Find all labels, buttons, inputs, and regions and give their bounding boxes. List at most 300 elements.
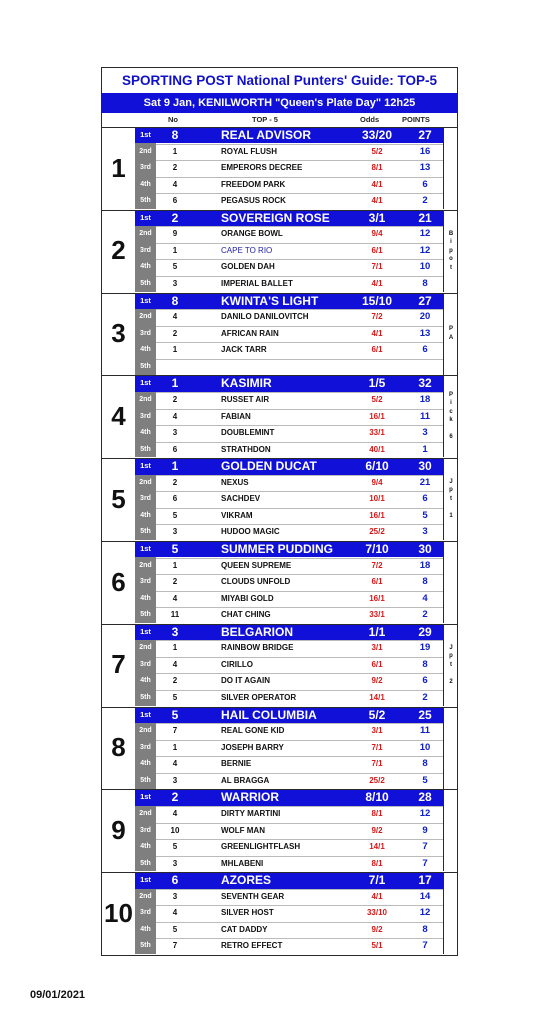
runner-points: 5 (422, 509, 428, 521)
horse-name: SUMMER PUDDING (221, 542, 334, 556)
runner-points: 25 (418, 707, 432, 722)
runner-odds: 7/1 (371, 759, 383, 769)
position-label: 5th (140, 942, 151, 950)
runner-odds: 6/1 (371, 345, 383, 355)
race-number: 1 (111, 152, 126, 183)
runner-number: 1 (171, 376, 179, 391)
position-label: 2nd (139, 478, 152, 486)
meeting-subtitle: Sat 9 Jan, KENILWORTH "Queen's Plate Day" 12h25 (102, 93, 457, 113)
runner-row (135, 773, 443, 789)
position-label: 3rd (140, 246, 151, 254)
runner-points: 8 (422, 576, 428, 588)
runner-number: 3 (171, 624, 179, 639)
position-label: 5th (140, 445, 151, 453)
bet-notes (443, 541, 458, 623)
runner-number: 4 (172, 908, 178, 918)
runner-points: 6 (422, 675, 428, 687)
runner-number: 5 (172, 842, 178, 852)
runner-points: 17 (418, 873, 432, 888)
race-divider (102, 541, 457, 542)
position-label: 5th (140, 362, 151, 370)
position-label: 3rd (140, 743, 151, 751)
runner-number: 1 (172, 560, 178, 570)
runner-number: 5 (172, 924, 178, 934)
runner-odds: 1/1 (368, 624, 386, 639)
horse-name: SACHDEV (221, 494, 261, 504)
runner-row (135, 409, 443, 425)
position-label: 2nd (139, 230, 152, 238)
runner-number: 2 (172, 577, 178, 587)
runner-number: 2 (172, 163, 178, 173)
runner-number: 10 (170, 825, 180, 835)
horse-name: ORANGE BOWL (221, 229, 283, 239)
winner-row (135, 541, 443, 557)
row-divider (156, 889, 443, 890)
runner-odds: 14/1 (369, 693, 385, 703)
runner-number: 4 (172, 593, 178, 603)
position-label: 5th (140, 611, 151, 619)
position-label: 1st (140, 709, 151, 719)
race-block (102, 789, 457, 871)
horse-name: SILVER OPERATOR (221, 693, 297, 703)
race-divider (102, 458, 457, 459)
runner-odds: 6/1 (371, 659, 383, 669)
runner-odds: 6/10 (365, 459, 389, 474)
runner-points: 19 (419, 642, 431, 654)
runner-points: 21 (418, 210, 432, 225)
position-label: 5th (140, 197, 151, 205)
runner-row (135, 243, 443, 259)
runner-odds: 3/1 (371, 643, 383, 653)
runner-odds: 7/2 (371, 312, 383, 322)
winner-row (135, 375, 443, 391)
row-divider (156, 144, 443, 145)
horse-name: SILVER HOST (221, 908, 274, 918)
runner-row (135, 276, 443, 292)
runner-points: 12 (419, 807, 431, 819)
runner-row (135, 756, 443, 772)
horse-name: KWINTA'S LIGHT (221, 293, 319, 308)
runner-points: 1 (422, 443, 428, 455)
runner-row (135, 442, 443, 458)
runner-points: 8 (422, 278, 428, 290)
bet-notes (443, 707, 458, 789)
position-label: 4th (140, 511, 151, 519)
runner-points: 28 (418, 790, 432, 805)
punters-guide-sheet (101, 67, 458, 956)
runner-number: 11 (170, 610, 180, 620)
runner-number: 5 (171, 707, 179, 722)
runner-odds: 5/2 (368, 707, 386, 722)
runner-number: 2 (172, 394, 178, 404)
runner-points: 12 (419, 244, 431, 256)
position-label: 4th (140, 346, 151, 354)
race-block (102, 707, 457, 789)
horse-name: FREEDOM PARK (221, 179, 286, 189)
runner-number: 3 (172, 775, 178, 785)
row-divider (156, 922, 443, 923)
horse-name: GOLDEN DUCAT (221, 459, 317, 474)
runner-number: 2 (172, 477, 178, 487)
horse-name: JOSEPH BARRY (221, 742, 284, 752)
race-divider (102, 789, 457, 790)
row-divider (156, 591, 443, 592)
runner-points: 8 (422, 923, 428, 935)
runner-odds: 16/1 (369, 593, 385, 603)
row-divider (156, 806, 443, 807)
bet-note-letter: p (449, 653, 453, 660)
runner-odds: 7/1 (371, 262, 383, 272)
race-block (102, 624, 457, 706)
horse-name: EMPERORS DECREE (221, 163, 303, 173)
winner-row (135, 127, 443, 143)
race-number: 5 (111, 483, 126, 514)
row-divider (156, 243, 443, 244)
runner-odds: 33/20 (361, 128, 393, 142)
runner-row (135, 740, 443, 756)
winner-row (135, 210, 443, 226)
row-divider (156, 226, 443, 227)
horse-name: IMPERIAL BALLET (221, 279, 293, 289)
horse-name: RAINBOW BRIDGE (221, 643, 294, 653)
runner-number: 9 (172, 229, 178, 239)
runner-row (135, 591, 443, 607)
row-divider (156, 425, 443, 426)
horse-name: REAL ADVISOR (221, 128, 312, 142)
bet-note-letter: o (449, 256, 453, 263)
runner-points: 16 (419, 145, 431, 157)
runner-odds: 9/2 (371, 825, 383, 835)
runner-number: 7 (172, 726, 178, 736)
runner-number: 2 (171, 790, 179, 805)
row-divider (156, 690, 443, 691)
position-label: 4th (140, 429, 151, 437)
position-label: 3rd (140, 329, 151, 337)
position-label: 1st (140, 544, 151, 553)
runner-odds: 9/2 (371, 676, 383, 686)
row-divider (156, 607, 443, 608)
horse-name: RETRO EFFECT (221, 941, 283, 951)
bet-note-letter: p (449, 247, 453, 254)
runner-row (135, 905, 443, 921)
runner-points: 11 (419, 410, 431, 422)
bet-note-letter: 6 (449, 434, 453, 441)
horse-name: STRATHDON (221, 444, 271, 454)
runner-points: 14 (419, 890, 431, 902)
runner-number: 1 (172, 146, 178, 156)
row-divider (156, 524, 443, 525)
runner-points: 3 (422, 427, 428, 439)
position-label: 4th (140, 925, 151, 933)
runner-points: 9 (422, 824, 428, 836)
race-divider (102, 127, 457, 128)
position-label: 2nd (139, 644, 152, 652)
runner-number: 2 (172, 676, 178, 686)
horse-name: JACK TARR (221, 345, 267, 355)
row-divider (156, 756, 443, 757)
print-date: 09/01/2021 (30, 989, 86, 1001)
horse-name: ROYAL FLUSH (221, 146, 278, 156)
runner-odds: 40/1 (369, 444, 385, 454)
row-divider (156, 409, 443, 410)
bet-notes (443, 293, 458, 375)
winner-row (135, 872, 443, 888)
row-divider (156, 558, 443, 559)
position-label: 5th (140, 859, 151, 867)
runner-odds: 8/1 (371, 163, 383, 173)
horse-name: KASIMIR (221, 376, 272, 391)
runner-number: 6 (172, 196, 178, 206)
row-divider (156, 193, 443, 194)
runner-points: 8 (422, 658, 428, 670)
runner-odds: 1/5 (368, 376, 386, 391)
position-label: 1st (140, 295, 151, 305)
horse-name: PEGASUS ROCK (221, 196, 286, 206)
row-divider (156, 342, 443, 343)
bet-notes (443, 375, 458, 457)
row-divider (156, 723, 443, 724)
position-label: 1st (140, 130, 151, 139)
row-divider (156, 177, 443, 178)
bet-note-letter: t (450, 661, 452, 668)
runner-row (135, 574, 443, 590)
bet-note-letter: k (449, 417, 453, 424)
runner-number: 8 (171, 293, 179, 308)
runner-row (135, 392, 443, 408)
runner-odds: 8/10 (365, 790, 389, 805)
runner-row (135, 723, 443, 739)
race-number: 4 (111, 400, 126, 431)
runner-odds: 15/10 (361, 293, 393, 308)
race-block (102, 872, 457, 954)
bet-note-letter (450, 669, 452, 678)
horse-name: WOLF MAN (221, 825, 265, 835)
race-block (102, 375, 457, 457)
horse-name: HAIL COLUMBIA (221, 707, 317, 722)
runner-number: 6 (172, 444, 178, 454)
position-label: 3rd (140, 578, 151, 586)
race-divider (102, 872, 457, 873)
row-divider (156, 276, 443, 277)
horse-name: NEXUS (221, 477, 249, 487)
runner-odds: 9/4 (371, 477, 383, 487)
runner-points: 5 (422, 774, 428, 786)
runner-odds: 10/1 (369, 494, 385, 504)
bet-note-letter: 1 (449, 512, 453, 519)
bet-note-letter: p (449, 487, 453, 494)
horse-name: GOLDEN DAH (221, 262, 275, 272)
bet-note-letter: c (449, 408, 453, 415)
row-divider (156, 640, 443, 641)
position-label: 1st (140, 461, 151, 471)
row-divider (156, 326, 443, 327)
race-number: 8 (111, 732, 126, 763)
runner-number: 5 (172, 693, 178, 703)
runner-odds: 14/1 (369, 842, 385, 852)
runner-odds: 5/2 (371, 146, 383, 156)
race-block (102, 127, 457, 209)
runner-number: 3 (172, 428, 178, 438)
col-header-top5: TOP - 5 (252, 115, 278, 124)
row-divider (156, 856, 443, 857)
race-divider (102, 624, 457, 625)
winner-row (135, 624, 443, 640)
row-divider (156, 773, 443, 774)
runner-points: 32 (418, 376, 432, 391)
guide-title: SPORTING POST National Punters' Guide: TOP-5 (121, 73, 437, 88)
runner-odds: 33/1 (369, 610, 385, 620)
row-divider (156, 259, 443, 260)
col-header-odds: Odds (360, 115, 380, 124)
runner-points: 18 (419, 559, 431, 571)
runner-number: 2 (172, 328, 178, 338)
runner-row (135, 160, 443, 176)
runner-row (135, 491, 443, 507)
runner-odds: 4/1 (371, 279, 383, 289)
position-label: 1st (140, 378, 151, 388)
runner-odds: 5/2 (371, 394, 383, 404)
runner-points: 2 (422, 195, 428, 207)
horse-name: AFRICAN RAIN (221, 328, 279, 338)
runner-odds: 8/1 (371, 808, 383, 818)
runner-row (135, 690, 443, 706)
position-label: 4th (140, 677, 151, 685)
runner-points: 13 (419, 327, 431, 339)
runner-row (135, 309, 443, 325)
race-number: 10 (104, 897, 133, 928)
runner-row (135, 425, 443, 441)
horse-name: CHAT CHING (221, 610, 271, 620)
runner-number: 3 (172, 527, 178, 537)
runner-odds: 3/1 (368, 210, 386, 225)
race-divider (102, 375, 457, 376)
race-block (102, 458, 457, 540)
runner-number: 2 (171, 210, 179, 225)
row-divider (156, 938, 443, 939)
position-label: 5th (140, 776, 151, 784)
row-divider (156, 491, 443, 492)
horse-name: CAT DADDY (221, 924, 268, 934)
runner-points: 2 (422, 692, 428, 704)
runner-row (135, 475, 443, 491)
runner-points: 8 (422, 758, 428, 770)
position-label: 4th (140, 263, 151, 271)
position-label: 2nd (139, 313, 152, 321)
runner-odds: 7/10 (365, 542, 389, 556)
row-divider (156, 359, 443, 360)
runner-row (135, 226, 443, 242)
runner-number: 1 (171, 459, 179, 474)
runner-points: 6 (422, 344, 428, 356)
runner-points: 11 (419, 725, 431, 737)
bet-note-letter: t (450, 264, 452, 271)
horse-name: REAL GONE KID (221, 726, 285, 736)
runner-number: 4 (172, 808, 178, 818)
bet-notes (443, 624, 458, 706)
row-divider (156, 823, 443, 824)
runner-number: 4 (172, 659, 178, 669)
runner-number: 1 (172, 742, 178, 752)
runner-number: 3 (172, 891, 178, 901)
position-label: 4th (140, 843, 151, 851)
runner-number: 1 (172, 245, 178, 255)
runner-odds: 7/1 (368, 873, 386, 888)
runner-points: 4 (422, 592, 428, 604)
runner-number: 4 (172, 312, 178, 322)
horse-name: DIRTY MARTINI (221, 808, 281, 818)
race-divider (102, 210, 457, 211)
winner-row (135, 458, 443, 474)
runner-odds: 6/1 (371, 577, 383, 587)
runner-number: 4 (172, 179, 178, 189)
horse-name: CLOUDS UNFOLD (221, 577, 291, 587)
runner-odds: 6/1 (371, 245, 383, 255)
race-divider (102, 707, 457, 708)
horse-name: WARRIOR (221, 790, 279, 805)
horse-name: AL BRAGGA (221, 775, 270, 785)
runner-points: 3 (422, 526, 428, 538)
runner-row (135, 640, 443, 656)
bet-note-letter: i (450, 400, 452, 407)
runner-number: 6 (171, 873, 179, 888)
winner-row (135, 707, 443, 723)
bet-notes (443, 210, 458, 292)
runner-number: 5 (171, 542, 179, 556)
runner-row (135, 938, 443, 954)
winner-row (135, 789, 443, 805)
position-label: 1st (140, 212, 151, 222)
runner-row (135, 657, 443, 673)
runner-odds: 9/4 (371, 229, 383, 239)
horse-name: FABIAN (221, 411, 251, 421)
runner-points: 20 (419, 311, 431, 323)
runner-number: 3 (172, 858, 178, 868)
position-label: 2nd (139, 809, 152, 817)
race-divider (102, 293, 457, 294)
runner-points: 30 (418, 542, 432, 556)
runner-row (135, 806, 443, 822)
horse-name: QUEEN SUPREME (221, 560, 292, 570)
race-number: 6 (111, 566, 126, 597)
runner-points: 30 (418, 459, 432, 474)
runner-points: 7 (422, 940, 428, 952)
runner-odds: 25/2 (369, 527, 385, 537)
horse-name: DOUBLEMINT (221, 428, 275, 438)
runner-row (135, 823, 443, 839)
horse-name: BELGARION (221, 624, 293, 639)
runner-row (135, 193, 443, 209)
bet-notes (443, 127, 458, 209)
runner-row (135, 359, 443, 375)
position-label: 4th (140, 594, 151, 602)
bet-note-letter: 2 (449, 678, 453, 685)
position-label: 5th (140, 528, 151, 536)
runner-points: 12 (419, 228, 431, 240)
position-label: 2nd (139, 892, 152, 900)
runner-points: 18 (419, 393, 431, 405)
race-number: 3 (111, 318, 126, 349)
bet-note-letter: i (450, 239, 452, 246)
runner-row (135, 607, 443, 623)
bet-note-letter (450, 425, 452, 434)
row-divider (156, 574, 443, 575)
position-label: 3rd (140, 909, 151, 917)
runner-row (135, 889, 443, 905)
row-divider (156, 508, 443, 509)
runner-odds: 16/1 (369, 411, 385, 421)
row-divider (156, 839, 443, 840)
runner-number: 1 (172, 345, 178, 355)
